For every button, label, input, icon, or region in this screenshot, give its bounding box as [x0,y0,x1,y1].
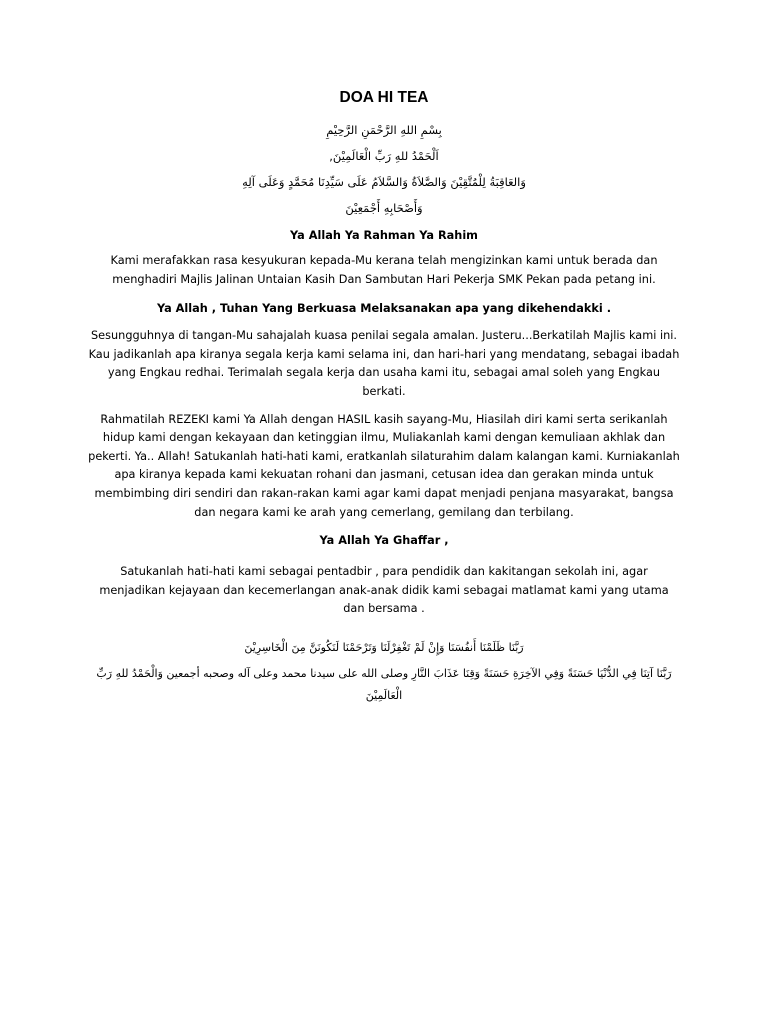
arabic-hamdalah: اَلْحَمْدُ للهِ رَبِّ الْعَالَمِيْنَ, [329,149,439,163]
document-title: DOA HI TEA [339,89,429,106]
arabic-salawat-end: وَأَصْحَابِهِ أَجْمَعِيْنَ [345,201,423,215]
paragraph-rezeki: Rahmatilah REZEKI kami Ya Allah dengan HASIL kasih sayang-Mu, Hiasilah diri kami serta serikanlah hidup kami dengan kekayaan dan ketinggian ilmu, Muliakanlah kami dengan kemuliaan akhlak dan pekerti. Ya.. Allah! Satukanlah hati-hati kami, eratkanlah silaturahim dalam kalangan kami. Kurniakanlah apa kiranya kepada kami kekuatan rohani dan jasmani, cetusan idea dan gerakan minda untuk membimbing diri sendiri dan rakan-rakan kami agar kami dapat menjadi penjana masyarakat, bangsa dan negara kami ke arah yang cemerlang, gemilang dan terbilang. [88,412,680,519]
paragraph-amalan: Sesungguhnya di tangan-Mu sahajalah kuasa penilai segala amalan. Justeru...Berkatilah Majlis kami ini. Kau jadikanlah apa kiranya segala kerja kami selama ini, dan hari-hari yang mendatang, sebagai ibadah yang Engkau redhai. Terimalah segala kerja dan usaha kami itu, sebagai amal soleh yang Engkau berkati. [88,329,680,398]
document-page [88,88,680,707]
paragraph-kesyukuran: Kami merafakkan rasa kesyukuran kepada-Mu kerana telah mengizinkan kami untuk berada dan menghadiri Majlis Jalinan Untaian Kasih Dan Sambutan Hari Pekerja SMK Pekan pada petang ini. [110,254,658,286]
arabic-closing-dua-1: رَبَّنَا ظَلَمْنَا أَنفُسَنَا وَإِنْ لَمْ تَغْفِرْلَنَا وَتَرْحَمْنَا لَنَكُونَنَّ مِنَ الْخَاسِرِيْنَ [244,640,524,654]
paragraph-satukanlah: Satukanlah hati-hati kami sebagai pentadbir , para pendidik dan kakitangan sekolah ini, agar menjadikan kejayaan dan kecemerlangan anak-anak didik kami sebagai matlamat kami yang utama dan bersama . [99,565,669,616]
heading-ya-allah-ya-ghaffar: Ya Allah Ya Ghaffar , [319,534,449,548]
heading-tuhan-yang-berkuasa: Ya Allah , Tuhan Yang Berkuasa Melaksanakan apa yang dikehendakki . [156,302,612,316]
arabic-salawat-line: وَالعَاقِبَةُ لِلْمُتَّقِيْنَ وَالصَّلاَةُ وَالسَّلاَمُ عَلَى سَيِّدِنَا مُحَمَّدٍ وَعَلَى آلِهِ [242,175,526,189]
arabic-basmalah: بِسْمِ اللهِ الرَّحْمَنِ الرَّحِيْمِ [326,123,442,137]
arabic-closing-dua-2: رَبَّنَا آتِنَا فِي الدُّنْيَا حَسَنَةً وَفِي الآخِرَةِ حَسَنَةً وَقِنَا عَذَابَ النَّارِ وصلى الله على سيدنا محمد وعلى آله وصحبه أجمعين وَالْحَمْدُ للهِ رَبِّ الْعَالَمِيْنَ [96,666,672,702]
heading-ya-allah-ya-rahman: Ya Allah Ya Rahman Ya Rahim [290,229,478,242]
